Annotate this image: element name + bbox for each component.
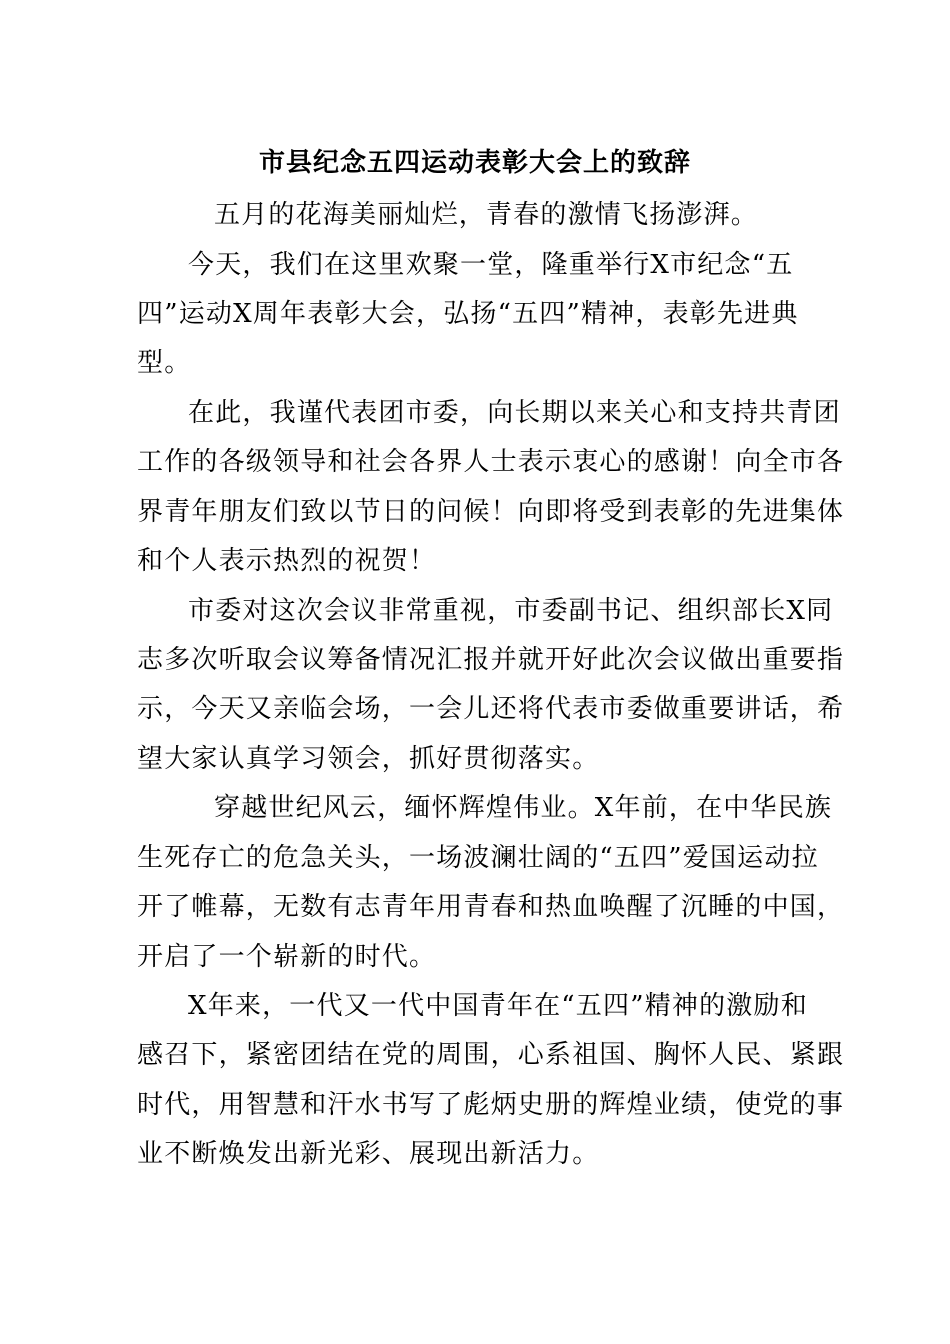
paragraph-1-line-1: 五月的花海美丽灿烂，青春的激情飞扬澎湃。 (214, 200, 759, 230)
paragraph-3-line-1: 在此，我谨代表团市委，向长期以来关心和支持共青团 (188, 398, 841, 428)
paragraph-6-line-4: 业不断焕发出新光彩、展现出新活力。 (137, 1139, 600, 1169)
paragraph-6-line-3: 时代，用智慧和汗水书写了彪炳史册的辉煌业绩，使党的事 (137, 1090, 845, 1120)
paragraph-4-line-4: 望大家认真学习领会，抓好贯彻落实。 (137, 744, 600, 774)
paragraph-5-line-3: 开了帷幕，无数有志青年用青春和热血唤醒了沉睡的中国， (137, 892, 845, 922)
paragraph-6-line-2: 感召下，紧密团结在党的周围，心系祖国、胸怀人民、紧跟 (137, 1040, 845, 1070)
paragraph-5-line-4: 开启了一个崭新的时代。 (137, 942, 437, 972)
paragraph-4-line-1: 市委对这次会议非常重视，市委副书记、组织部长X同 (188, 596, 834, 626)
paragraph-4-line-3: 示，今天又亲临会场，一会儿还将代表市委做重要讲话，希 (137, 694, 845, 724)
paragraph-2-line-3: 型。 (137, 348, 192, 378)
document-title: 市县纪念五四运动表彰大会上的致辞 (258, 148, 691, 178)
paragraph-3-line-2: 工作的各级领导和社会各界人士表示衷心的感谢！向全市各 (137, 447, 845, 477)
paragraph-6-line-1: X年来，一代又一代中国青年在“五四”精神的激励和 (188, 991, 808, 1021)
paragraph-3-line-4: 和个人表示热烈的祝贺！ (137, 546, 437, 576)
paragraph-3-line-3: 界青年朋友们致以节日的问候！向即将受到表彰的先进集体 (137, 497, 845, 527)
paragraph-2-line-2: 四”运动X周年表彰大会，弘扬“五四”精神，表彰先进典 (137, 299, 799, 329)
paragraph-4-line-2: 志多次听取会议筹备情况汇报并就开好此次会议做出重要指 (137, 645, 845, 675)
paragraph-5-line-1: 穿越世纪风云，缅怀辉煌伟业。X年前，在中华民族 (214, 793, 833, 823)
paragraph-2-line-1: 今天，我们在这里欢聚一堂，隆重举行X市纪念“五 (188, 250, 794, 280)
paragraph-5-line-2: 生死存亡的危急关头，一场波澜壮阔的“五四”爱国运动拉 (137, 843, 819, 873)
